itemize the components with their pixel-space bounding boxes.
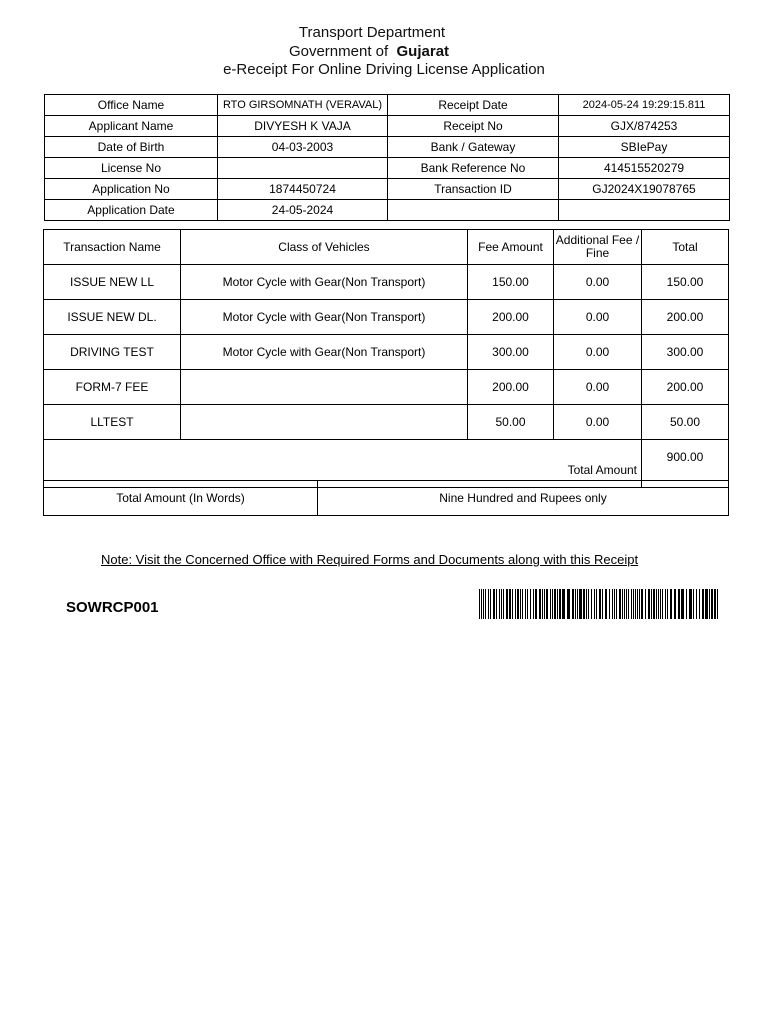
additional-fee: 0.00 xyxy=(554,405,642,440)
state-name: Gujarat xyxy=(396,43,450,60)
fee-row xyxy=(44,405,729,440)
info-value: GJX/874253 xyxy=(559,116,730,137)
additional-fee: 0.00 xyxy=(554,265,642,300)
info-label: Bank / Gateway xyxy=(388,137,559,158)
info-value: SBIePay xyxy=(559,137,730,158)
transaction-name: ISSUE NEW LL xyxy=(44,265,181,300)
info-label: Bank Reference No xyxy=(388,158,559,179)
column-header: Total xyxy=(642,230,729,265)
transaction-name: FORM-7 FEE xyxy=(44,370,181,405)
row-total: 50.00 xyxy=(642,405,729,440)
info-value: 1874450724 xyxy=(218,179,388,200)
amount-in-words-label: Total Amount (In Words) xyxy=(44,481,318,516)
info-row xyxy=(45,95,730,116)
transaction-name: LLTEST xyxy=(44,405,181,440)
total-amount-label: Total Amount xyxy=(44,440,642,488)
form-code: SOWRCP001 xyxy=(66,599,159,616)
row-total: 150.00 xyxy=(642,265,729,300)
additional-fee: 0.00 xyxy=(554,370,642,405)
info-value xyxy=(218,158,388,179)
info-value: 24-05-2024 xyxy=(218,200,388,221)
info-label: Applicant Name xyxy=(45,116,218,137)
receipt-title: e-Receipt For Online Driving License Application xyxy=(223,61,545,78)
column-header: Transaction Name xyxy=(44,230,181,265)
row-total: 200.00 xyxy=(642,300,729,335)
fee-header-row xyxy=(44,230,729,265)
fee-amount: 150.00 xyxy=(468,265,554,300)
info-label: Transaction ID xyxy=(388,179,559,200)
words-row xyxy=(44,481,729,516)
additional-fee: 0.00 xyxy=(554,300,642,335)
info-label: Application Date xyxy=(45,200,218,221)
fee-row xyxy=(44,370,729,405)
fee-row xyxy=(44,265,729,300)
fee-table xyxy=(43,229,729,488)
fee-amount: 200.00 xyxy=(468,300,554,335)
info-value: DIVYESH K VAJA xyxy=(218,116,388,137)
vehicle-class: Motor Cycle with Gear(Non Transport) xyxy=(181,335,468,370)
info-value: RTO GIRSOMNATH (VERAVAL) xyxy=(218,95,388,116)
transaction-name: ISSUE NEW DL. xyxy=(44,300,181,335)
info-row xyxy=(45,116,730,137)
fee-amount: 50.00 xyxy=(468,405,554,440)
info-row xyxy=(45,179,730,200)
total-amount-value: 900.00 xyxy=(642,440,729,488)
government-prefix: Government of xyxy=(288,43,389,60)
vehicle-class xyxy=(181,405,468,440)
receipt-note: Note: Visit the Concerned Office with Required Forms and Documents along with this Receipt xyxy=(101,552,639,567)
fee-amount: 200.00 xyxy=(468,370,554,405)
info-value: 2024-05-24 19:29:15.811 xyxy=(559,95,730,116)
department-title: Transport Department xyxy=(298,24,446,41)
info-label: Application No xyxy=(45,179,218,200)
fee-row xyxy=(44,335,729,370)
vehicle-class: Motor Cycle with Gear(Non Transport) xyxy=(181,300,468,335)
column-header: Additional Fee / Fine xyxy=(554,230,642,265)
row-total: 200.00 xyxy=(642,370,729,405)
info-value xyxy=(559,200,730,221)
info-value: 04-03-2003 xyxy=(218,137,388,158)
applicant-info-table xyxy=(44,94,730,221)
amount-in-words-table xyxy=(43,480,729,516)
info-value: GJ2024X19078765 xyxy=(559,179,730,200)
info-label: Office Name xyxy=(45,95,218,116)
fee-row xyxy=(44,300,729,335)
vehicle-class xyxy=(181,370,468,405)
column-header: Class of Vehicles xyxy=(181,230,468,265)
info-row xyxy=(45,200,730,221)
info-label: Receipt No xyxy=(388,116,559,137)
row-total: 300.00 xyxy=(642,335,729,370)
government-title xyxy=(0,43,753,60)
info-label: Date of Birth xyxy=(45,137,218,158)
info-row xyxy=(45,158,730,179)
transaction-name: DRIVING TEST xyxy=(44,335,181,370)
barcode-image xyxy=(479,589,719,619)
fee-amount: 300.00 xyxy=(468,335,554,370)
amount-in-words-value: Nine Hundred and Rupees only xyxy=(318,481,729,516)
info-value: 414515520279 xyxy=(559,158,730,179)
info-label: License No xyxy=(45,158,218,179)
info-label: Receipt Date xyxy=(388,95,559,116)
vehicle-class: Motor Cycle with Gear(Non Transport) xyxy=(181,265,468,300)
info-row xyxy=(45,137,730,158)
info-label xyxy=(388,200,559,221)
column-header: Fee Amount xyxy=(468,230,554,265)
additional-fee: 0.00 xyxy=(554,335,642,370)
